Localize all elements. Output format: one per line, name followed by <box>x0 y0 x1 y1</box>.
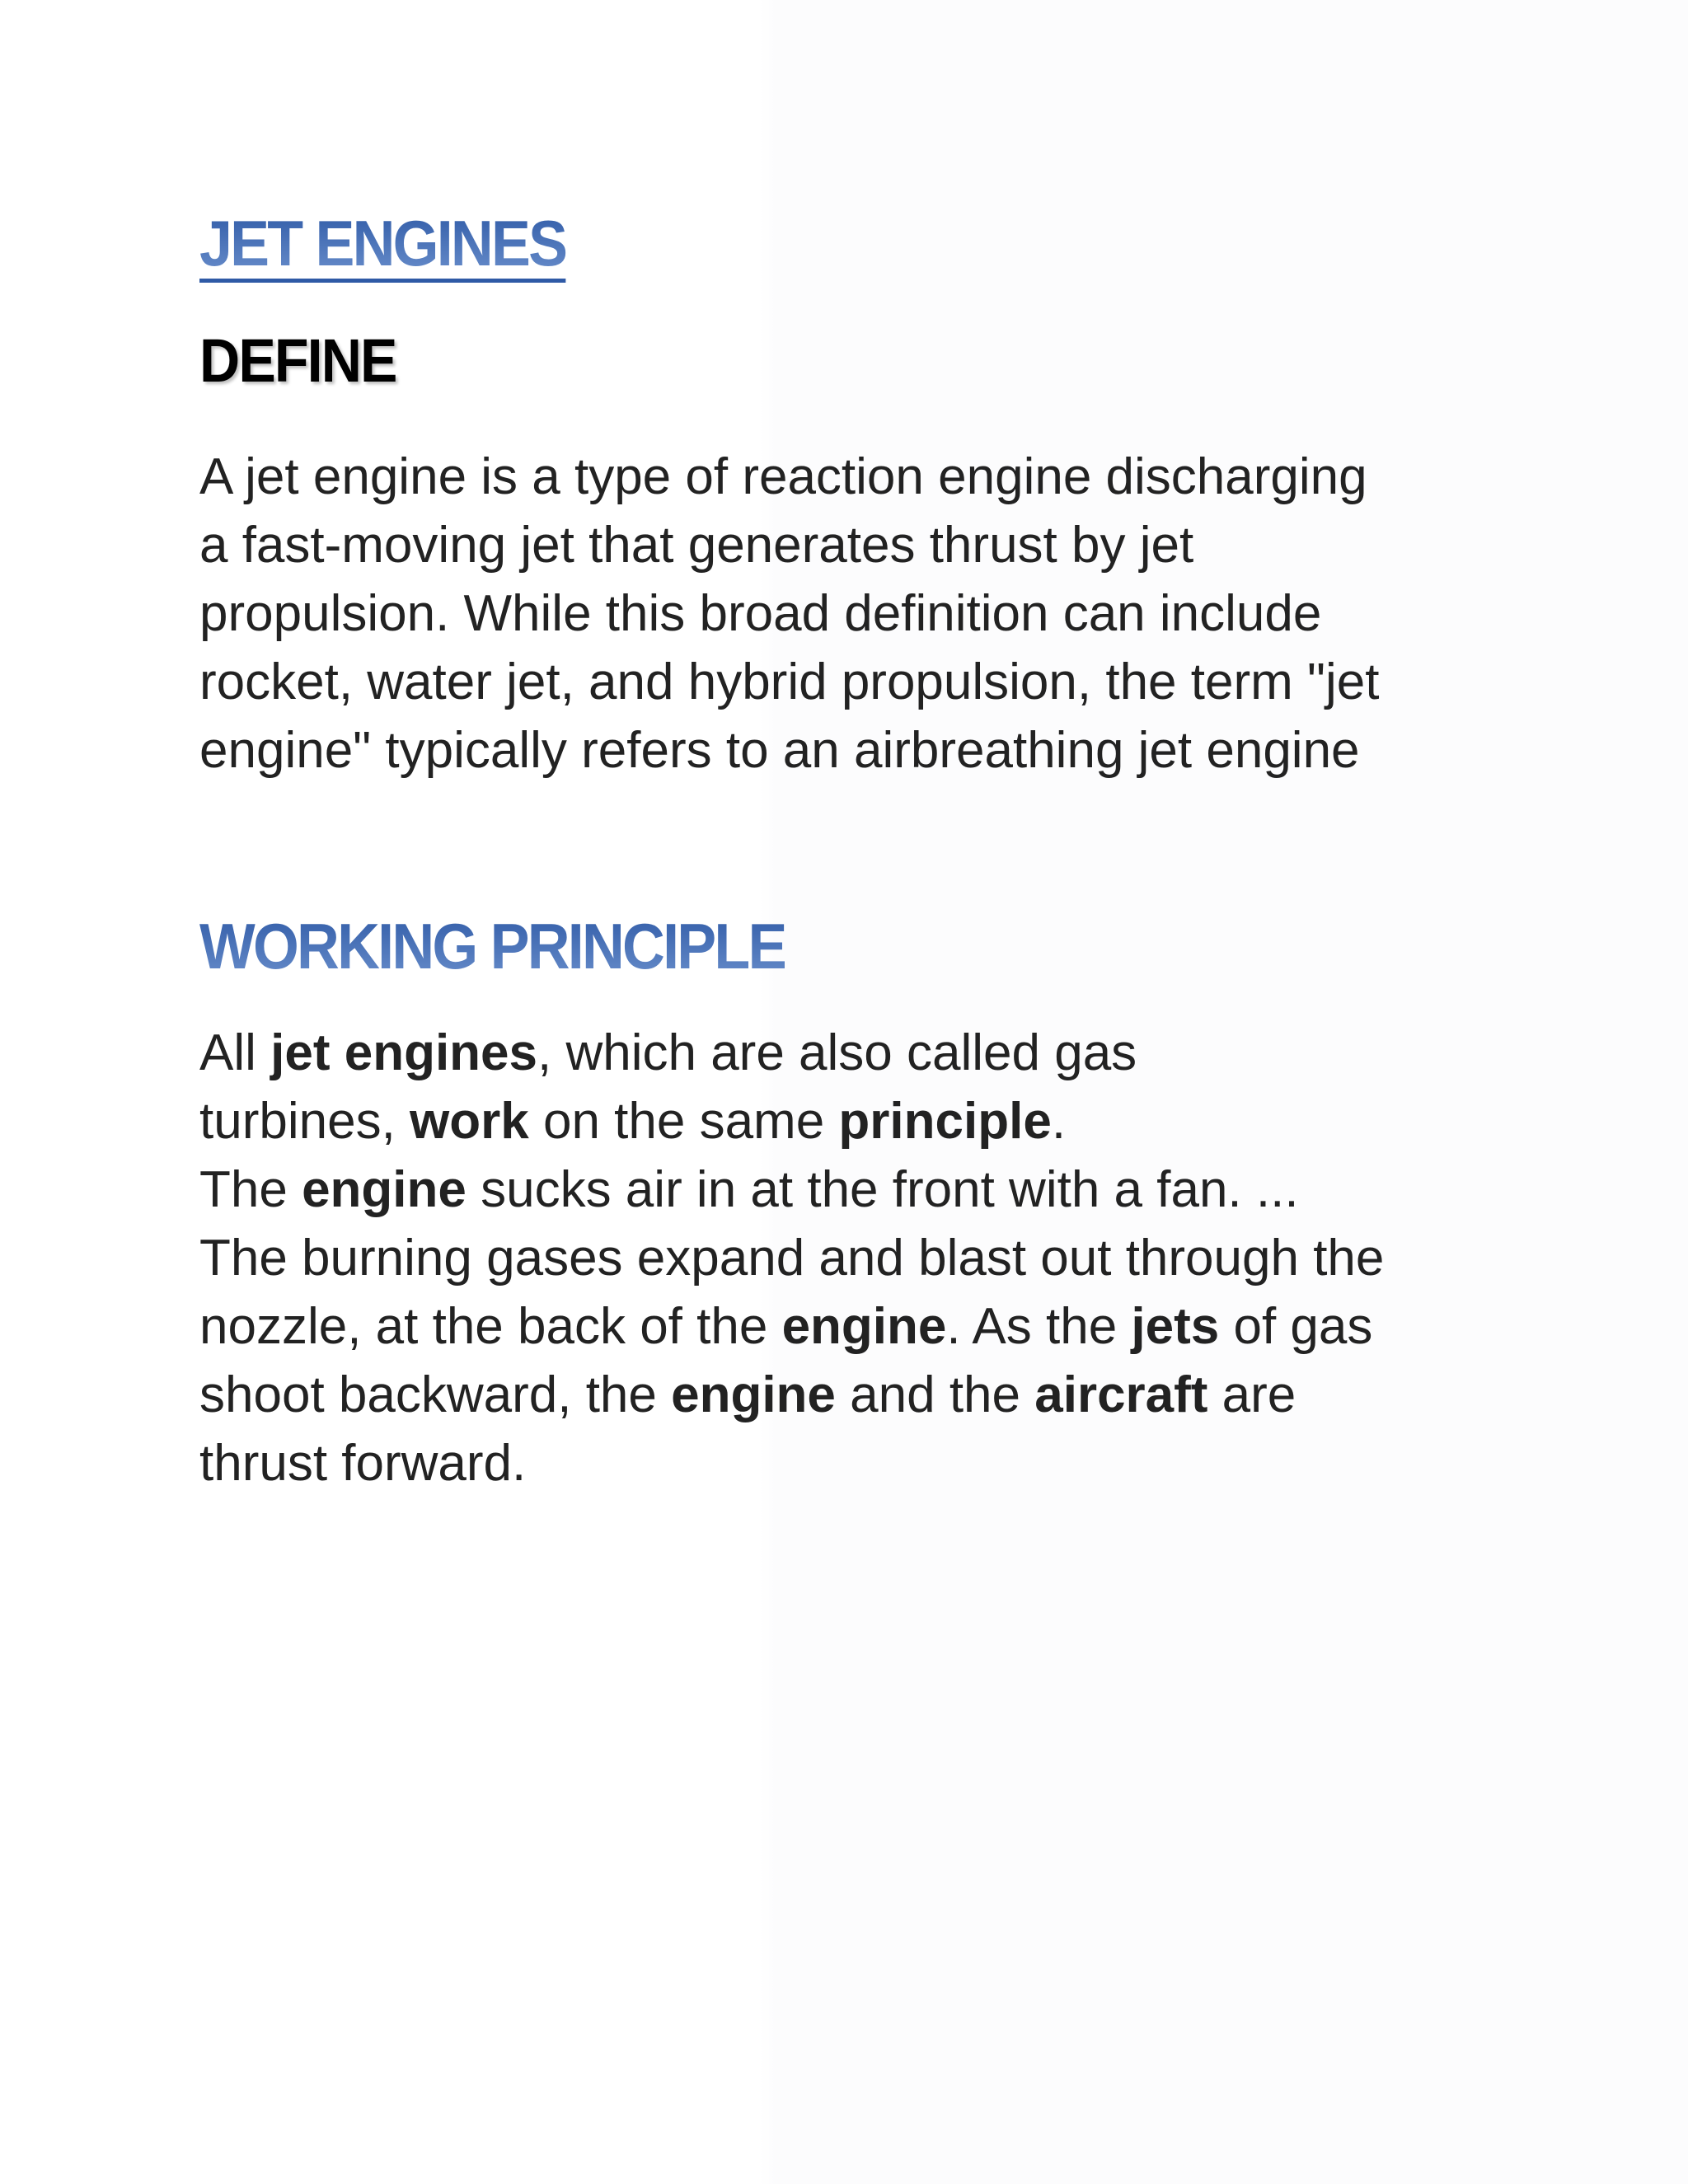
define-heading: DEFINE <box>199 326 396 395</box>
text-line: propulsion. While this broad definition can include <box>199 585 1322 642</box>
text-line <box>199 1292 1518 1361</box>
text: . <box>1051 1093 1067 1150</box>
bold-text: jet engines <box>270 1024 538 1081</box>
bold-text: work <box>410 1093 529 1150</box>
text: , which are also called gas <box>537 1024 1137 1081</box>
text-line <box>199 1429 1518 1497</box>
bold-text: principle <box>838 1093 1052 1150</box>
text-line: rocket, water jet, and hybrid propulsion, the term "jet <box>199 654 1380 710</box>
text: and the <box>835 1366 1035 1423</box>
bold-text: engine <box>671 1366 836 1423</box>
document-title: JET ENGINES <box>199 208 565 283</box>
text: . As the <box>946 1298 1132 1355</box>
text: are <box>1207 1366 1296 1423</box>
working-principle-heading: WORKING PRINCIPLE <box>199 910 785 982</box>
text: All <box>199 1024 271 1081</box>
text-line <box>199 1224 1518 1292</box>
text-line <box>199 1087 1518 1155</box>
text: thrust forward. <box>199 1435 527 1492</box>
text-line <box>199 1019 1518 1087</box>
text-line <box>199 1361 1518 1429</box>
bold-text: jets <box>1131 1298 1220 1355</box>
text: The burning gases expand and blast out through the <box>199 1230 1385 1286</box>
principle-paragraph <box>199 1019 1518 1497</box>
text: nozzle, at the back of the <box>199 1298 782 1355</box>
text: sucks air in at the front with a fan. ... <box>466 1161 1299 1218</box>
text: shoot backward, the <box>199 1366 672 1423</box>
text: on the same <box>528 1093 839 1150</box>
text: turbines, <box>199 1093 410 1150</box>
bold-text: engine <box>302 1161 467 1218</box>
define-paragraph <box>199 443 1518 785</box>
text-line <box>199 1155 1518 1224</box>
text-line: A jet engine is a type of reaction engine discharging <box>199 448 1367 505</box>
text: The <box>199 1161 302 1218</box>
text-line: a fast-moving jet that generates thrust by jet <box>199 517 1194 574</box>
bold-text: engine <box>781 1298 947 1355</box>
text-line: engine" typically refers to an airbreathing jet engine <box>199 722 1360 779</box>
bold-text: aircraft <box>1034 1366 1208 1423</box>
text: of gas <box>1219 1298 1373 1355</box>
